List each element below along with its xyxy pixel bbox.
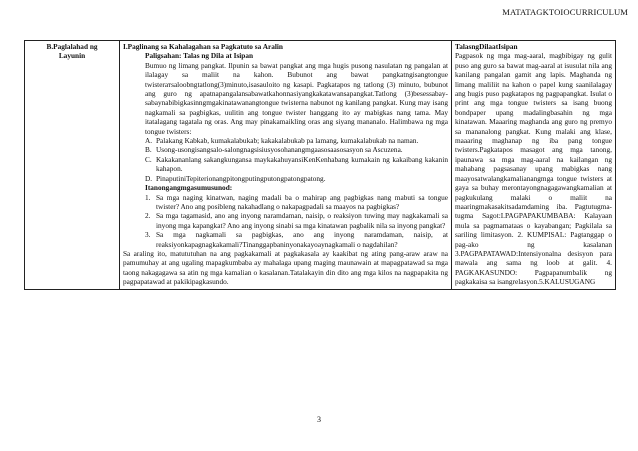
list-item: 3. Sa mga nagkamali sa pagbigkas, ano ang inyong naramdaman, naisip, at reaksiyonkapagnagkakamali?Tinanggapbaninyonakayoaynagkamali o nagdahilan? — [145, 230, 448, 249]
list-item: C. Kakakananlang sakangkungansa maykakahuyansiKenKenhabang kumakain ng kakaibang kakanin kahapon. — [145, 154, 448, 174]
lesson-table — [24, 40, 616, 290]
list-item: D. PinaputiniTepiterionangpitongputingputongpatongpatong. — [145, 173, 326, 183]
section-label-cell — [25, 41, 120, 290]
notes-heading: TalasngDilaatIsipan — [455, 42, 518, 51]
curriculum-header: MATATAGKTOIOCURRICULUM — [502, 7, 628, 17]
activity-heading: I.Paglinang sa Kahalagahan sa Pagkatuto sa Aralin — [123, 42, 283, 51]
activity-intro: Bumuo ng limang pangkat. Ilpunin sa bawat pangkat ang mga hugis pusong nasulatan ng pangalan at ilalagay sa maliit na kahon. Bubunot ang bawat pangkatngisangtongue twisterатsaloobngtatlong(3)minuto,isasauloito ng kasapi. Pagkatapos ng tatlong (3) minuto, bubunot ang guro ng apatnapangalansabawatkahonnasiyangkakatawansapangkat.Tatlong (3)besessabay-sabaynabibigkasinngmgakinatawanangtongue twisterna nabunot ng kanilang pangkat. Kung may isang nagkamali sa pagbigkas, uulitin ang tongue twister hanggang ito ay mabigkas nang tama. May itatalagang tagatala ng oras. Ang may pinakamaikling oras ang siyang mananalo. Halimbawa ng mga tongue twisters: — [145, 60, 448, 136]
section-label-line1: B.Paglalahad ng — [46, 42, 98, 51]
table-row — [25, 41, 616, 290]
activity-cell — [120, 41, 452, 290]
teacher-notes-cell — [452, 41, 616, 290]
list-item: 2. Sa mga tagamasid, ano ang inyong naramdaman, naisip, o reaksiyon tuwing may nagkakamali sa inyong mga kapangkat? Ano ang inyong sinabi sa mga kinatawan pagbalik nila sa inyong pangkat? — [145, 211, 448, 230]
list-item: 1. Sa mga naging kinatwan, naging madali ba o mahirap ang pagbigkas nang mabuti sa tongue twister? Ano ang posibleng nakahadlang o nakapagpadali sa maayos na pagbigkas? — [145, 192, 448, 211]
activity-subheading: Paligsahan: Talas ng Dila at Isipan — [145, 51, 254, 61]
section-label-line2: Layunin — [58, 51, 86, 61]
list-item: B. Usong-usongisangsalo-salongnagsisiusyosohanangmgaasosaasosasyon sa Ascuzena. — [145, 145, 403, 155]
closing-paragraph: Sa araling ito, matututuhan na ang pagkakamali at pagkakasala ay kaakibat ng ating pang-araw araw na pamumuhay at ang ugaling mapagkumbaba ay mahalaga upang maging maunawain at mapagpatawad sa mga taong nakagagawa sa atin ng mga kamalian o kasalanan.Tatalakayin din dito ang mga kilos na nagpapakita ng pagpapatawad at pakikipagkasundo. — [123, 248, 448, 287]
notes-body: Pagpasok ng mga mag-aaral, magbibigay ng gulit puso ang guro sa bawat mag-aaral at isusulat nila ang kanilang pangalan gamit ang lapis. Maghanda ng limang maliliit na kahon o papel kung saanilalagay ang hugis puso pagkatapos ng pagpapangkat. Isulat o print ang mga tongue twisters sa isang buong bondpaper upang madalingbasahin ng mga kinatawan. Maaaring maghanda ang guro ng premyo sa mananalong pangkat. Kung malaki ang klase, maaaring maghanap ng iba pang tongue twisters.Pagkatapos masagot ang mga tanong, ipaunawa sa mga mag-aaral na kailangan ng mahabang pagsasanay upang mabigkas nang maayosatwalangkamalianangmga tongue twisters at gaya sa buhay merontayongnagagawangkamalian at pagkukulang malaki o maliit na maaringmakasakitsadamdaming iba. Pagtutugma-tugma Sagot:I.PAGPAPAKUMBABA: Kalayaan mula sa pagmamataas o kayabangan; Pagkilala sa sariling limitasyon. 2. KUMPISAL: Pagtanggap o pag-ako ng kasalanan 3.PAGPAPATAWAD:Intensiyonalna desisyon para mawala ang sama ng loob at galit. 4. PAGKAKASUNDO: Pagpapanumbalik ng pagkakaisa sa isangrelasyon.5.KALUSUGANG — [455, 51, 612, 287]
page-number: 3 — [317, 415, 321, 424]
questions-heading: Itanongangmgasumusunod: — [145, 183, 233, 193]
list-item: A. Palakang Kabkab, kumakalabukab; kakakalabukab pa lamang, kumakalabukab na naman. — [145, 136, 419, 146]
